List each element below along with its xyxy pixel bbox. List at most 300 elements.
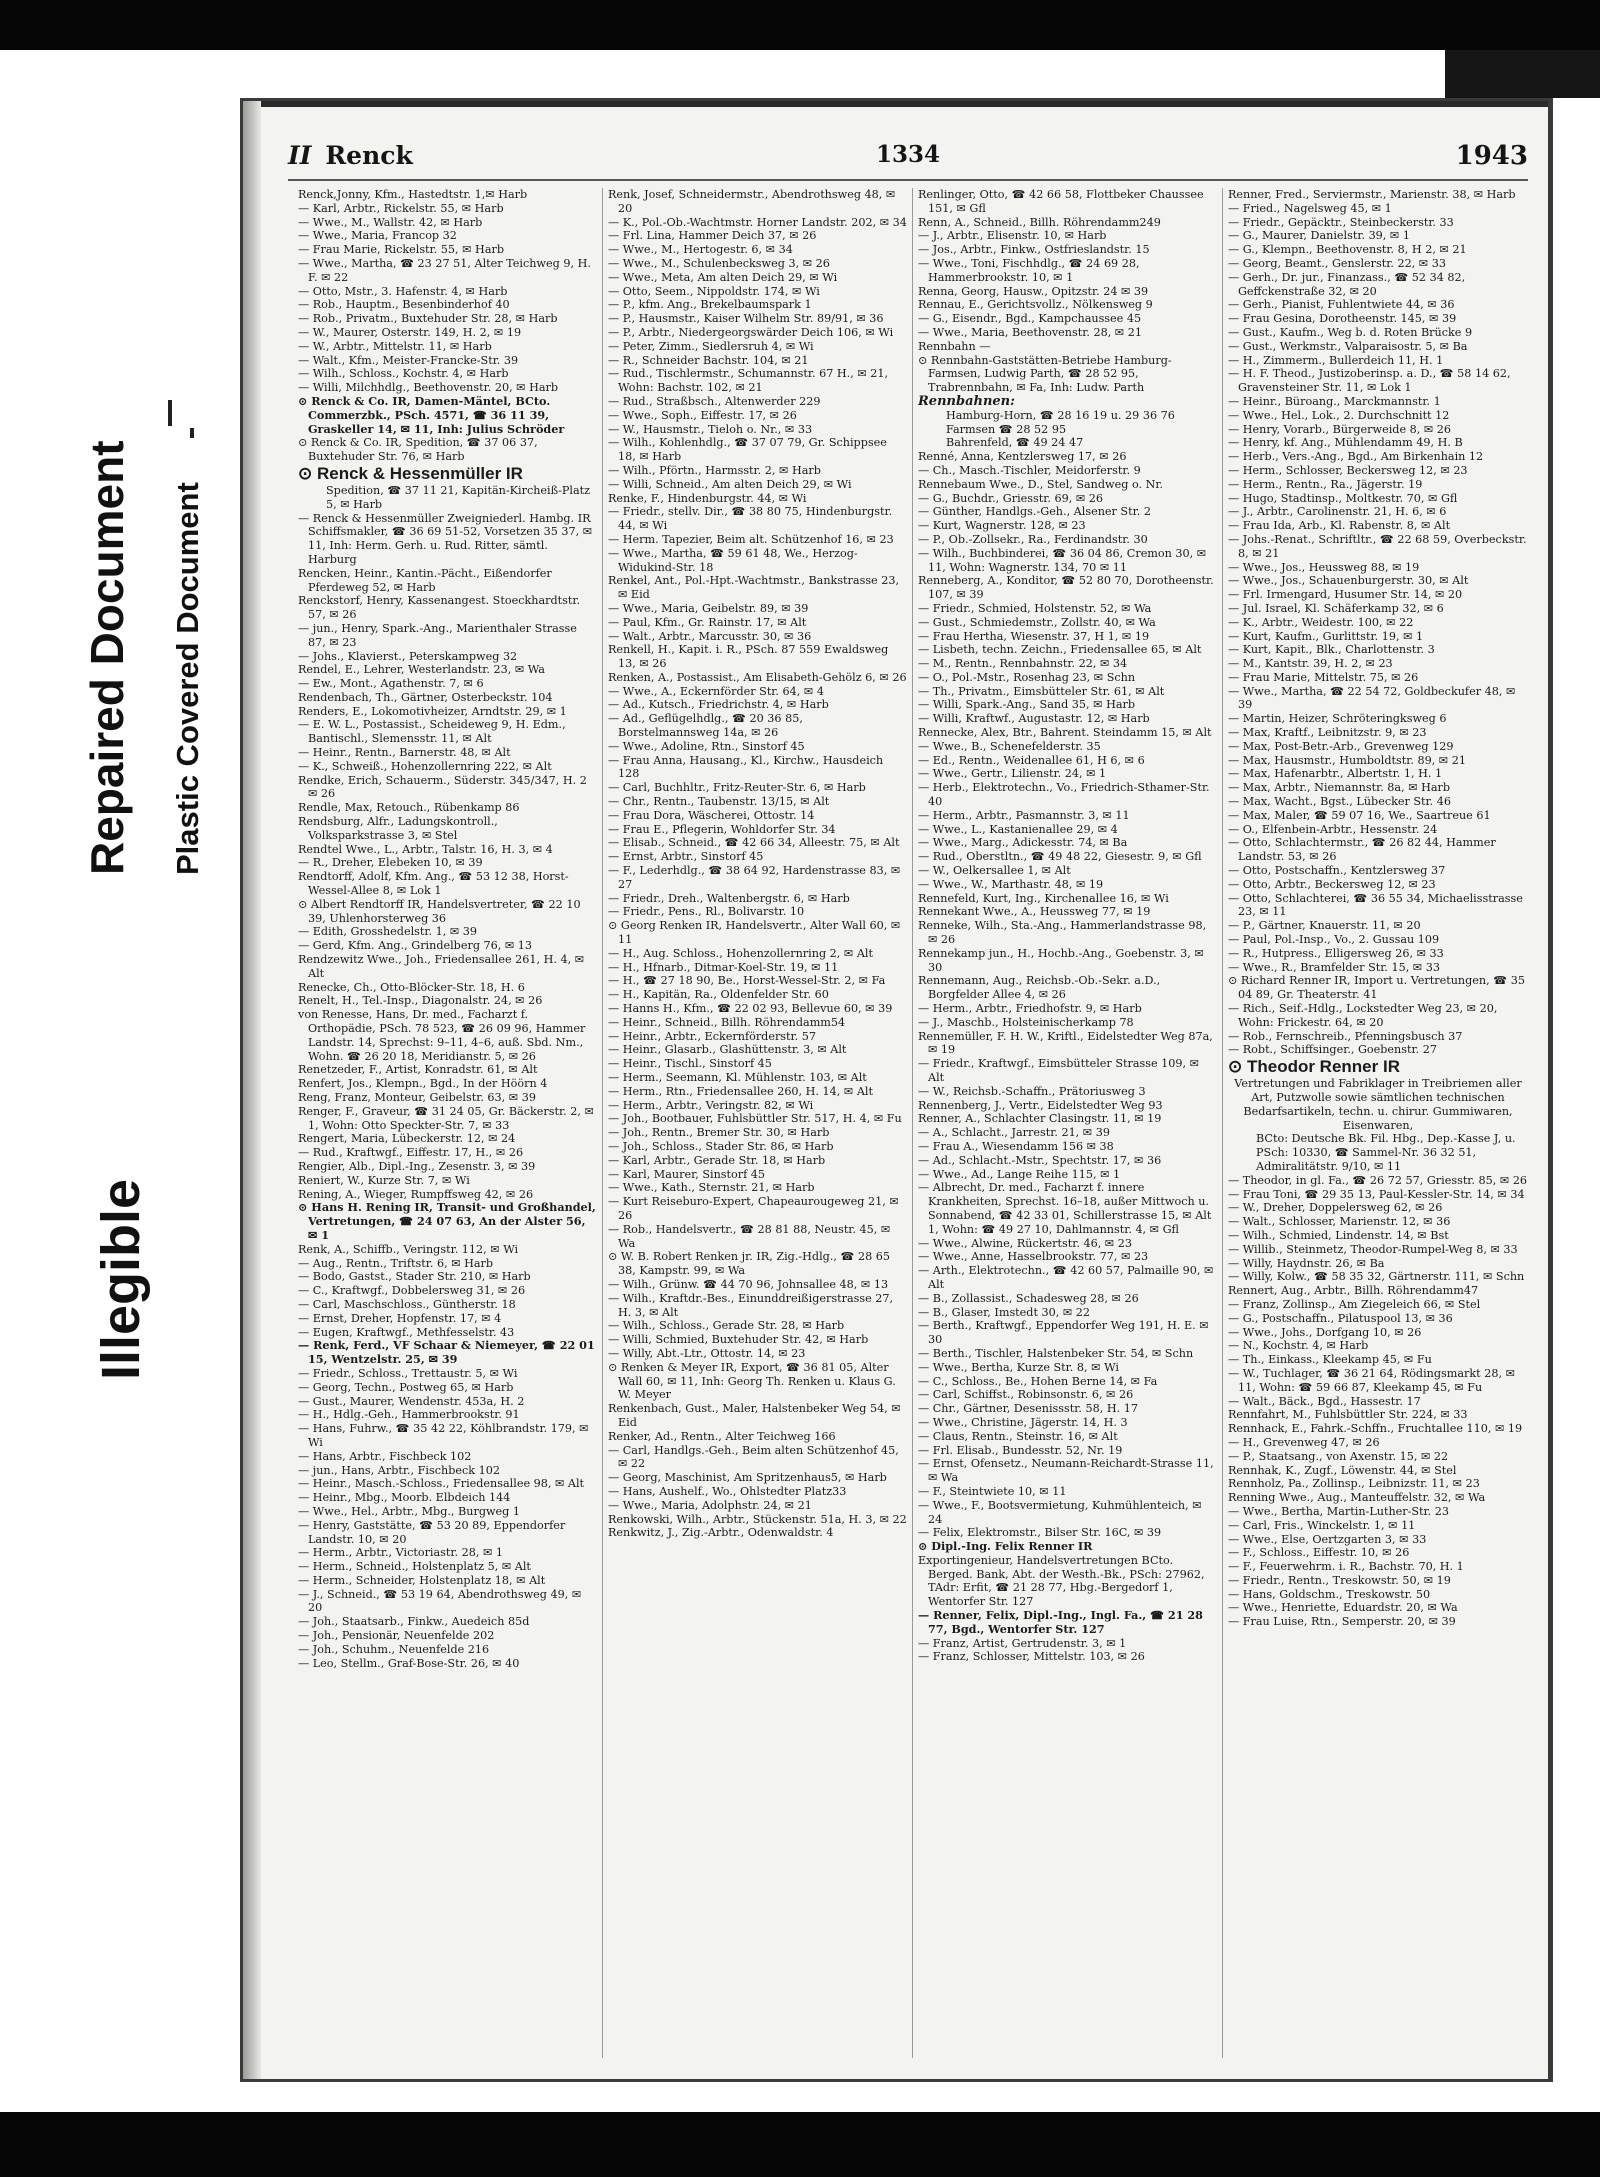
- directory-entry: — Paul, Pol.-Insp., Vo., 2. Gussau 109: [1228, 933, 1440, 947]
- directory-entry: — Heinr., Büroang., Marckmannstr. 1: [1228, 394, 1441, 408]
- directory-entry: — W., Reichsb.-Schaffn., Prätoriusweg 3: [918, 1084, 1146, 1098]
- directory-entry: Rennbahnen:: [918, 393, 1015, 409]
- scan-corner-block: [1445, 50, 1600, 98]
- directory-entry: Rennfahrt, M., Fuhlsbüttler Str. 224, ✉ 33: [1228, 1408, 1468, 1422]
- directory-entry: — P., Staatsang., von Axenstr. 15, ✉ 22: [1228, 1449, 1449, 1463]
- directory-entry: — O., Elfenbein-Arbtr., Hessenstr. 24: [1228, 822, 1438, 836]
- directory-entry: — Gust., Kaufm., Weg b. d. Roten Brücke 9: [1228, 325, 1473, 339]
- directory-entry: — Heinr., Masch.-Schloss., Friedensallee 98, ✉ Alt: [298, 1477, 585, 1491]
- directory-entry: — Wwe., Maria, Francop 32: [298, 229, 457, 243]
- directory-entry: Renders, E., Lokomotivheizer, Arndtstr. 29, ✉ 1: [298, 704, 567, 718]
- directory-entry: — Ernst, Dreher, Hopfenstr. 17, ✉ 4: [298, 1311, 502, 1325]
- label-repaired-document: Repaired Document: [81, 440, 133, 875]
- directory-entry: — Frau Dora, Wäscherei, Ottostr. 14: [608, 808, 815, 822]
- directory-entry: — Heinr., Mbg., Moorb. Elbdeich 144: [298, 1491, 511, 1505]
- directory-entry: — H., Grevenweg 47, ✉ 26: [1228, 1435, 1380, 1449]
- directory-entry: — Friedr., Rentn., Treskowstr. 50, ✉ 19: [1228, 1573, 1451, 1587]
- directory-entry: — Rob., Privatm., Buxtehuder Str. 28, ✉ Harb: [298, 312, 558, 326]
- directory-entry: — Wilh., Schloss., Gerade Str. 28, ✉ Harb: [608, 1319, 845, 1333]
- directory-entry: — Wwe., Else, Oertzgarten 3, ✉ 33: [1228, 1532, 1427, 1546]
- directory-entry: — Wwe., Adoline, Rtn., Sinstorf 45: [608, 739, 805, 753]
- directory-entry: — W., Dreher, Doppelersweg 62, ✉ 26: [1228, 1201, 1443, 1215]
- directory-entry: Reniert, W., Kurze Str. 7, ✉ Wi: [298, 1173, 470, 1187]
- directory-entry: — K., Arbtr., Weidestr. 100, ✉ 22: [1228, 615, 1414, 629]
- directory-entry: — Felix, Elektromstr., Bilser Str. 16C, ✉ 39: [918, 1526, 1162, 1540]
- directory-entry: — Wwe., Jos., Schauenburgerstr. 30, ✉ Alt: [1228, 574, 1469, 588]
- directory-entry: ⊙ Renck & Co. IR, Spedition, ☎ 37 06 37, Buxtehuder Str. 76, ✉ Harb: [298, 436, 538, 464]
- directory-entry: — Ad., Geflügelhdlg., ☎ 20 36 85, Borstelmannsweg 14a, ✉ 26: [608, 712, 803, 740]
- directory-entry: — Walt., Arbtr., Marcusstr. 30, ✉ 36: [608, 629, 812, 643]
- directory-entry: — B., Zollassist., Schadesweg 28, ✉ 26: [918, 1291, 1139, 1305]
- directory-entry: Rennekamp jun., H., Hochb.-Ang., Goebenstr. 3, ✉ 30: [918, 946, 1204, 974]
- directory-entry: — Wwe., Anne, Hasselbrookstr. 77, ✉ 23: [918, 1250, 1149, 1264]
- directory-entry: — R., Dreher, Elebeken 10, ✉ 39: [298, 856, 483, 870]
- directory-entry: — Jul. Israel, Kl. Schäferkamp 32, ✉ 6: [1228, 601, 1444, 615]
- directory-entry: — Gerd, Kfm. Ang., Grindelberg 76, ✉ 13: [298, 939, 533, 953]
- directory-entry: ⊙ W. B. Robert Renken jr. IR, Zig.-Hdlg., ☎ 28 65 38, Kampstr. 99, ✉ Wa: [608, 1250, 891, 1278]
- directory-entry: Renfert, Jos., Klempn., Bgd., In der Höörn 4: [298, 1077, 548, 1091]
- directory-entry: — Max, Post-Betr.-Arb., Grevenweg 129: [1228, 739, 1454, 753]
- directory-entry: — H., Hdlg.-Geh., Hammerbrookstr. 91: [298, 1408, 520, 1422]
- directory-entry: — Herb., Vers.-Ang., Bgd., Am Birkenhain 12: [1228, 450, 1484, 464]
- directory-entry: ⊙ Dipl.-Ing. Felix Renner IR: [918, 1539, 1093, 1554]
- directory-entry: — Herm., Schlosser, Beckersweg 12, ✉ 23: [1228, 463, 1468, 477]
- directory-entry: — Max, Maler, ☎ 59 07 16, We., Saartreue 61: [1228, 808, 1491, 822]
- directory-entry: Rendtorff, Adolf, Kfm. Ang., ☎ 53 12 38, Horst-Wessel-Allee 8, ✉ Lok 1: [298, 870, 569, 898]
- directory-entry: — Frau Hertha, Wiesenstr. 37, H 1, ✉ 19: [918, 629, 1150, 643]
- directory-entry: — Ad., Schlacht.-Mstr., Spechtstr. 17, ✉ 36: [918, 1153, 1162, 1167]
- directory-entry: — Georg, Maschinist, Am Spritzenhaus5, ✉ Harb: [608, 1471, 887, 1485]
- directory-entry: — Ed., Rentn., Weidenallee 61, H 6, ✉ 6: [918, 753, 1145, 767]
- directory-entry: — Joh., Schuhm., Neuenfelde 216: [298, 1642, 490, 1656]
- directory-entry: — Gust., Werkmstr., Valparaisostr. 5, ✉ Ba: [1228, 339, 1468, 353]
- directory-entry: — Friedr., Schmied, Holstenstr. 52, ✉ Wa: [918, 601, 1152, 615]
- directory-entry: — jun., Hans, Arbtr., Fischbeck 102: [298, 1463, 500, 1477]
- directory-entry: — Wwe., Jos., Heussweg 88, ✉ 19: [1228, 560, 1420, 574]
- directory-entry: — Franz, Artist, Gertrudenstr. 3, ✉ 1: [918, 1636, 1127, 1650]
- label-illegible: Illegible: [91, 1178, 151, 1380]
- directory-entry: Renna, Georg, Hausw., Opitzstr. 24 ✉ 39: [918, 284, 1149, 298]
- directory-entry: — Paul, Kfm., Gr. Rainstr. 17, ✉ Alt: [608, 615, 807, 629]
- directory-entry: — Willib., Steinmetz, Theodor-Rumpel-Weg 8, ✉ 33: [1228, 1242, 1518, 1256]
- directory-entry: — E. W. L., Postassist., Scheideweg 9, H. Edm., Bantischl., Slemensstr. 11, ✉ Alt: [298, 718, 566, 746]
- directory-entry: Rennekant Wwe., A., Heussweg 77, ✉ 19: [918, 905, 1151, 919]
- directory-entry: — N., Kochstr. 4, ✉ Harb: [1228, 1339, 1369, 1353]
- directory-entry: Renelt, H., Tel.-Insp., Diagonalstr. 24, ✉ 26: [298, 994, 543, 1008]
- directory-entry: — Wwe., Johs., Dorfgang 10, ✉ 26: [1228, 1325, 1422, 1339]
- directory-entry: — C., Schloss., Be., Hohen Berne 14, ✉ Fa: [918, 1374, 1158, 1388]
- directory-entry: — P., Gärtner, Knauerstr. 11, ✉ 20: [1228, 919, 1421, 933]
- directory-entry: — Max, Kraftf., Leibnitzstr. 9, ✉ 23: [1228, 726, 1427, 740]
- directory-entry: — H., Hfnarb., Ditmar-Koel-Str. 19, ✉ 11: [608, 960, 839, 974]
- directory-entry: — Wwe., Hel., Arbtr., Mbg., Burgweg 1: [298, 1504, 521, 1518]
- directory-entry: — Joh., Pensionär, Neuenfelde 202: [298, 1629, 495, 1643]
- directory-entry: — Wwe., B., Schenefelderstr. 35: [918, 739, 1101, 753]
- directory-entry: — Edith, Grosshedelstr. 1, ✉ 39: [298, 925, 478, 939]
- directory-entry: — Hugo, Stadtinsp., Moltkestr. 70, ✉ Gfl: [1228, 491, 1458, 505]
- directory-entry: — K., Schweiß., Hohenzollernring 222, ✉ Alt: [298, 759, 552, 773]
- directory-entry: — Georg, Beamt., Genslerstr. 22, ✉ 33: [1228, 256, 1446, 270]
- directory-entry: — Rob., Handelsvertr., ☎ 28 81 88, Neustr. 45, ✉ Wa: [608, 1222, 891, 1250]
- directory-entry: — Herm., Schneid., Holstenplatz 5, ✉ Alt: [298, 1560, 531, 1574]
- directory-entry: — Frau Luise, Rtn., Semperstr. 20, ✉ 39: [1228, 1615, 1456, 1629]
- directory-entry: — J., Schneid., ☎ 53 19 64, Abendrothsweg 49, ✉ 20: [298, 1587, 582, 1615]
- directory-entry: — Kurt Reiseburo-Expert, Chapeaurougeweg 21, ✉ 26: [608, 1195, 899, 1222]
- directory-entry: — Wwe., Martha, ☎ 23 27 51, Alter Teichweg 9, H. F. ✉ 22: [298, 256, 591, 284]
- directory-entry: ⊙ Albert Rendtorff IR, Handelsvertreter, ☎ 22 10 39, Uhlenhorsterweg 36: [298, 897, 581, 925]
- directory-entry: — Heinr., Glasarb., Glashüttenstr. 3, ✉ Alt: [608, 1043, 847, 1057]
- directory-entry: — Otto, Arbtr., Beckersweg 12, ✉ 23: [1228, 877, 1436, 891]
- directory-entry: Rennhack, E., Fahrk.-Schffn., Fruchtallee 110, ✉ 19: [1228, 1422, 1523, 1436]
- directory-entry: — W., Hausmstr., Tieloh o. Nr., ✉ 33: [608, 422, 813, 436]
- directory-entry: Renlinger, Otto, ☎ 42 66 58, Flottbeker Chaussee 151, ✉ Gfl: [918, 188, 1204, 215]
- directory-entry: — G., Maurer, Danielstr. 39, ✉ 1: [1228, 229, 1410, 243]
- directory-entry: — Wwe., Maria, Beethovenstr. 28, ✉ 21: [918, 325, 1142, 339]
- directory-entry: — Frau Marie, Mittelstr. 75, ✉ 26: [1228, 670, 1419, 684]
- header-year: 1943: [1455, 141, 1528, 171]
- directory-entry: ⊙ Renken & Meyer IR, Export, ☎ 36 81 05, Alter Wall 60, ✉ 11, Inh: Georg Th. Renken u. Klaus G. W. Meyer: [608, 1360, 896, 1402]
- directory-entry: — Wwe., Soph., Eiffestr. 17, ✉ 26: [608, 408, 797, 422]
- directory-entry: — Hanns H., Kfm., ☎ 22 02 93, Bellevue 60, ✉ 39: [608, 1002, 893, 1016]
- directory-entry: ⊙ Renck & Co. IR, Damen-Mäntel, BCto. Commerzbk., PSch. 4571, ☎ 36 11 39, Graskeller 14, ✉ 11, Inh: Julius Schröder: [298, 393, 565, 436]
- directory-entry: Rendzewitz Wwe., Joh., Friedensallee 261, H. 4, ✉ Alt: [298, 953, 585, 980]
- directory-entry: — Carl, Fris., Winckelstr. 1, ✉ 11: [1228, 1518, 1416, 1532]
- directory-entry: — Herm., Arbtr., Victoriastr. 28, ✉ 1: [298, 1546, 504, 1560]
- directory-entry: — Ch., Masch.-Tischler, Meidorferstr. 9: [918, 463, 1141, 477]
- directory-entry: — G., Eisendr., Bgd., Kampchaussee 45: [918, 312, 1142, 326]
- directory-entry: Renck,Jonny, Kfm., Hastedtstr. 1,✉ Harb: [298, 188, 528, 201]
- directory-entry: — P., Hausmstr., Kaiser Wilhelm Str. 89/91, ✉ 36: [608, 312, 884, 326]
- directory-entry: Renken, A., Postassist., Am Elisabeth-Gehölz 6, ✉ 26: [608, 670, 907, 684]
- directory-entry: von Renesse, Hans, Dr. med., Facharzt f. Orthopädie, PSch. 78 523, ☎ 26 09 96, Hammer Landstr. 14, Sprechst: 9–11, 4–6, auß. Sbd. Nm., Wohn. ☎ 26 20 18, Meridianstr. 5, ✉ 26: [298, 1008, 586, 1063]
- directory-entry: — Bodo, Gastst., Stader Str. 210, ✉ Harb: [298, 1270, 531, 1284]
- directory-entry: — H., Kapitän, Ra., Oldenfelder Str. 60: [608, 988, 829, 1002]
- directory-entry: Rennholz, Pa., Zollinsp., Leibnizstr. 11, ✉ 23: [1228, 1477, 1480, 1491]
- directory-entry: — Henry, Gaststätte, ☎ 53 20 89, Eppendorfer Landstr. 10, ✉ 20: [298, 1518, 566, 1546]
- directory-entry: — H., ☎ 27 18 90, Be., Horst-Wessel-Str. 2, ✉ Fa: [608, 974, 886, 988]
- directory-entry: — Willi, Kraftwf., Augustastr. 12, ✉ Harb: [918, 712, 1150, 726]
- directory-entry: — Wwe., Gertr., Lilienstr. 24, ✉ 1: [918, 767, 1107, 781]
- directory-entry: — Franz, Zollinsp., Am Ziegeleich 66, ✉ Stel: [1228, 1297, 1481, 1311]
- directory-entry: — Wwe., F., Bootsvermietung, Kuhmühlenteich, ✉ 24: [918, 1498, 1202, 1526]
- directory-entry: — Robt., Schiffsinger., Goebenstr. 27: [1228, 1043, 1437, 1057]
- directory-entry: Renetzeder, F., Artist, Konradstr. 61, ✉ Alt: [298, 1063, 538, 1077]
- directory-entry: — K., Pol.-Ob.-Wachtmstr. Horner Landstr. 202, ✉ 34: [608, 215, 907, 229]
- directory-entry: — Wwe., Martha, ☎ 59 61 48, We., Herzog-Widukind-Str. 18: [608, 546, 858, 574]
- directory-entry: — Friedr., Dreh., Waltenbergstr. 6, ✉ Harb: [608, 891, 850, 905]
- directory-entry: — Wwe., A., Eckernförder Str. 64, ✉ 4: [608, 684, 824, 698]
- directory-entry: — G., Buchdr., Griesstr. 69, ✉ 26: [918, 491, 1104, 505]
- directory-columns: [293, 188, 1533, 2058]
- directory-entry: — Wwe., Bertha, Kurze Str. 8, ✉ Wi: [918, 1360, 1119, 1374]
- directory-entry: — Peter, Zimm., Siedlersruh 4, ✉ Wi: [608, 339, 814, 353]
- page-header: [288, 141, 1528, 175]
- directory-entry: Rennbahn —: [918, 339, 991, 353]
- directory-entry: — Wwe., R., Bramfelder Str. 15, ✉ 33: [1228, 960, 1440, 974]
- directory-entry: Hamburg-Horn, ☎ 28 16 19 u. 29 36 76: [946, 408, 1175, 422]
- directory-entry: — Herm., Schneider, Holstenplatz 18, ✉ Alt: [298, 1573, 546, 1587]
- directory-entry: — Wwe., Meta, Am alten Deich 29, ✉ Wi: [608, 270, 838, 284]
- directory-entry: — Friedr., Schloss., Trettaustr. 5, ✉ Wi: [298, 1366, 518, 1380]
- directory-entry: BCto: Deutsche Bk. Fil. Hbg., Dep.-Kasse J, u. PSch: 10330, ☎ Sammel-Nr. 36 32 51, Admiralitätstr. 9/10, ✉ 11: [1256, 1132, 1516, 1173]
- directory-entry: — Frau Anna, Hausang., Kl., Kirchw., Hausdeich 128: [608, 753, 884, 781]
- directory-entry: — H., Zimmerm., Bullerdeich 11, H. 1: [1228, 353, 1444, 367]
- directory-entry: — Rud., Kraftwgf., Eiffestr. 17, H., ✉ 26: [298, 1146, 524, 1160]
- directory-entry: — Wwe., Martha, ☎ 22 54 72, Goldbeckufer 48, ✉ 39: [1228, 684, 1516, 712]
- directory-entry: — Otto, Seem., Nippoldstr. 174, ✉ Wi: [608, 284, 820, 298]
- directory-entry: — Joh., Bootbauer, Fuhlsbüttler Str. 517, H. 4, ✉ Fu: [608, 1112, 902, 1126]
- directory-entry: — Wilh., Buchbinderei, ☎ 36 04 86, Cremon 30, ✉ 11, Wohn: Wagnerstr. 134, 70 ✉ 11: [918, 546, 1207, 574]
- directory-entry: — Frau E., Pflegerin, Wohldorfer Str. 34: [608, 822, 836, 836]
- directory-entry: — Frl. Irmengard, Husumer Str. 14, ✉ 20: [1228, 588, 1463, 602]
- directory-column-1: [293, 188, 603, 2058]
- directory-entry: — Wwe., Marg., Adickesstr. 74, ✉ Ba: [918, 836, 1128, 850]
- directory-entry: — H., Aug. Schloss., Hohenzollernring 2, ✉ Alt: [608, 946, 873, 960]
- directory-entry: — Frau Ida, Arb., Kl. Rabenstr. 8, ✉ Alt: [1228, 519, 1451, 533]
- directory-entry: — Kurt, Kapit., Blk., Charlottenstr. 3: [1228, 643, 1435, 657]
- directory-entry: — Wwe., Kath., Sternstr. 21, ✉ Harb: [608, 1181, 815, 1195]
- directory-entry: — Hans, Arbtr., Fischbeck 102: [298, 1449, 472, 1463]
- directory-entry: — Rud., Straßbsch., Altenwerder 229: [608, 394, 821, 408]
- directory-entry: — J., Maschb., Holsteinischerkamp 78: [918, 1015, 1134, 1029]
- directory-entry: ⊙ Georg Renken IR, Handelsvertr., Alter Wall 60, ✉ 11: [608, 919, 901, 947]
- directory-entry: — Max, Wacht., Bgst., Lübecker Str. 46: [1228, 795, 1452, 809]
- directory-entry: — Ad., Kutsch., Friedrichstr. 4, ✉ Harb: [608, 698, 829, 712]
- directory-entry: ⊙ Rennbahn-Gaststätten-Betriebe Hamburg-Farmsen, Ludwig Parth, ☎ 28 52 95, Trabrennbahn, ✉ Fa, Inh: Ludw. Parth: [918, 353, 1172, 395]
- directory-entry: — Gerh., Pianist, Fuhlentwiete 44, ✉ 36: [1228, 298, 1455, 312]
- directory-entry: — Willy, Haydnstr. 26, ✉ Ba: [1228, 1256, 1385, 1270]
- directory-entry: — M., Rentn., Rennbahnstr. 22, ✉ 34: [918, 657, 1128, 671]
- directory-entry: — Wwe., Toni, Fischhdlg., ☎ 24 69 28, Hammerbrookstr. 10, ✉ 1: [918, 256, 1140, 284]
- directory-entry: Rennhak, K., Zugf., Löwenstr. 44, ✉ Stel: [1228, 1463, 1457, 1477]
- directory-entry: — J., Arbtr., Carolinenstr. 21, H. 6, ✉ 6: [1228, 505, 1447, 519]
- directory-entry: Rendel, E., Lehrer, Westerlandstr. 23, ✉ Wa: [298, 663, 545, 677]
- directory-entry: — Otto, Schlachtermstr., ☎ 26 82 44, Hammer Landstr. 53, ✉ 26: [1228, 836, 1496, 864]
- directory-entry: — Johs., Klavierst., Peterskampweg 32: [298, 649, 518, 663]
- directory-entry: — Wilh., Grünw. ☎ 44 70 96, Johnsallee 48, ✉ 13: [608, 1277, 889, 1291]
- directory-entry: — Max, Hausmstr., Humboldtstr. 89, ✉ 21: [1228, 753, 1466, 767]
- directory-column-4: [1223, 188, 1533, 2058]
- directory-entry: — Wilh., Schmied, Lindenstr. 14, ✉ Bst: [1228, 1228, 1449, 1242]
- directory-entry: — Fried., Nagelsweg 45, ✉ 1: [1228, 201, 1392, 215]
- directory-entry: — Rud., Tischlermstr., Schumannstr. 67 H., ✉ 21, Wohn: Bachstr. 102, ✉ 21: [608, 367, 889, 395]
- directory-entry: — jun., Henry, Spark.-Ang., Marienthaler Strasse 87, ✉ 23: [298, 621, 577, 649]
- directory-entry: — Otto, Schlachterei, ☎ 36 55 34, Michaelisstrasse 23, ✉ 11: [1228, 891, 1523, 919]
- directory-entry: — Hans, Fuhrw., ☎ 35 42 22, Köhlbrandstr. 179, ✉ Wi: [298, 1422, 589, 1449]
- directory-entry: — Th., Einkass., Kleekamp 45, ✉ Fu: [1228, 1353, 1432, 1367]
- directory-entry: — Renck & Hessenmüller Zweigniederl. Hambg. IR Schiffsmakler, ☎ 36 69 51-52, Vorsetzen 35 37, ✉ 11, Inh: Herm. Gerh. u. Rud. Ritter, sämtl. Harburg: [298, 511, 593, 566]
- directory-entry: — Wwe., M., Schulenbecksweg 3, ✉ 26: [608, 256, 830, 270]
- directory-entry: — Frau Toni, ☎ 29 35 13, Paul-Kessler-Str. 14, ✉ 34: [1228, 1187, 1525, 1201]
- directory-entry: — Joh., Rentn., Bremer Str. 30, ✉ Harb: [608, 1126, 830, 1140]
- directory-entry: Renné, Anna, Kentzlersweg 17, ✉ 26: [918, 450, 1127, 464]
- directory-entry: — Chr., Rentn., Taubenstr. 13/15, ✉ Alt: [608, 795, 830, 809]
- directory-entry: — Walt., Kfm., Meister-Francke-Str. 39: [298, 353, 519, 367]
- directory-entry: Renke, F., Hindenburgstr. 44, ✉ Wi: [608, 491, 807, 505]
- directory-entry: — Joh., Schloss., Stader Str. 86, ✉ Harb: [608, 1139, 834, 1153]
- directory-entry: Renneberg, A., Konditor, ☎ 52 80 70, Dorotheenstr. 107, ✉ 39: [918, 574, 1214, 602]
- directory-entry: Rendsburg, Alfr., Ladungskontroll., Volksparkstrasse 3, ✉ Stel: [298, 815, 498, 842]
- directory-entry: — Friedr., Gepäcktr., Steinbeckerstr. 33: [1228, 215, 1454, 229]
- header-section: [288, 141, 413, 170]
- directory-entry: — W., Oelkersallee 1, ✉ Alt: [918, 864, 1071, 878]
- directory-entry: — Herm., Arbtr., Veringstr. 82, ✉ Wi: [608, 1098, 814, 1112]
- directory-entry: Renker, Ad., Rentn., Alter Teichweg 166: [608, 1429, 836, 1443]
- directory-entry: — Willi, Milchhdlg., Beethovenstr. 20, ✉ Harb: [298, 381, 559, 395]
- page-binding-edge: [243, 101, 261, 2079]
- directory-entry: Rendke, Erich, Schauerm., Süderstr. 345/347, H. 2 ✉ 26: [298, 773, 587, 801]
- condition-labels: [70, 380, 240, 1440]
- directory-entry: — Henry, kf. Ang., Mühlendamm 49, H. B: [1228, 436, 1463, 450]
- directory-entry: Rennemüller, F. H. W., Kriftl., Eidelstedter Weg 87a, ✉ 19: [918, 1029, 1213, 1057]
- directory-column-3: [913, 188, 1223, 2058]
- directory-entry: — Gust., Maurer, Wendenstr. 453a, H. 2: [298, 1394, 525, 1408]
- directory-entry: — Herm. Tapezier, Beim alt. Schützenhof 16, ✉ 23: [608, 532, 894, 546]
- directory-entry: — Willi, Spark.-Ang., Sand 35, ✉ Harb: [918, 698, 1136, 712]
- directory-entry: — Wilh., Pförtn., Harmsstr. 2, ✉ Harb: [608, 463, 821, 477]
- directory-entry: — Rud., Oberstltn., ☎ 49 48 22, Giesestr. 9, ✉ Gfl: [918, 850, 1202, 864]
- directory-entry: — Frl. Lina, Hammer Deich 37, ✉ 26: [608, 229, 817, 243]
- directory-entry: Rennebaum Wwe., D., Stel, Sandweg o. Nr.: [918, 477, 1164, 491]
- directory-entry: — Heinr., Schneid., Billh. Röhrendamm54: [608, 1015, 846, 1029]
- directory-entry: — Kurt, Wagnerstr. 128, ✉ 23: [918, 519, 1086, 533]
- header-rule: [288, 179, 1528, 181]
- directory-entry: Exportingenieur, Handelsvertretungen BCto. Berged. Bank, Abt. der Westh.-Bk., PSch: 27962, TAdr: Erfit, ☎ 21 28 77, Hbg.-Bergedorf 1, Wentorfer Str. 127: [918, 1553, 1205, 1609]
- directory-entry: — Carl, Buchhltr., Fritz-Reuter-Str. 6, ✉ Harb: [608, 781, 866, 795]
- directory-entry: — Heinr., Rentn., Barnerstr. 48, ✉ Alt: [298, 746, 511, 760]
- label-plastic-covered-document: Plastic Covered Document: [170, 482, 205, 875]
- directory-entry: — Karl, Arbtr., Rickelstr. 55, ✉ Harb: [298, 201, 504, 215]
- directory-entry: — Willy, Abt.-Ltr., Ottostr. 14, ✉ 23: [608, 1346, 806, 1360]
- directory-entry: Rennecke, Alex, Btr., Bahrent. Steindamm 15, ✉ Alt: [918, 726, 1212, 740]
- directory-entry: — Frau Marie, Rickelstr. 55, ✉ Harb: [298, 243, 504, 257]
- directory-entry: Rengier, Alb., Dipl.-Ing., Zesenstr. 3, ✉ 39: [298, 1159, 536, 1173]
- directory-entry: — Wwe., Hel., Lok., 2. Durchschnitt 12: [1228, 408, 1450, 422]
- directory-entry: Renn, A., Schneid., Billh. Röhrendamm249: [918, 215, 1161, 229]
- directory-entry: — Wwe., M., Wallstr. 42, ✉ Harb: [298, 215, 483, 229]
- directory-entry: — Willy, Kolw., ☎ 58 35 32, Gärtnerstr. 111, ✉ Schn: [1228, 1270, 1525, 1284]
- directory-entry: — Rich., Seif.-Hdlg., Lockstedter Weg 23, ✉ 20, Wohn: Frickestr. 64, ✉ 20: [1228, 1002, 1498, 1029]
- directory-entry: — Wwe., Henriette, Eduardstr. 20, ✉ Wa: [1228, 1601, 1458, 1615]
- directory-entry: — Friedr., Kraftwgf., Eimsbütteler Strasse 109, ✉ Alt: [918, 1057, 1200, 1084]
- directory-entry: Renger, F., Graveur, ☎ 31 24 05, Gr. Bäckerstr. 2, ✉ 1, Wohn: Otto Speckter-Str. 7, ✉ 33: [298, 1104, 594, 1132]
- directory-entry: — W., Maurer, Osterstr. 149, H. 2, ✉ 19: [298, 325, 522, 339]
- directory-entry: — Wwe., L., Kastanienallee 29, ✉ 4: [918, 822, 1118, 836]
- directory-entry: Farmsen ☎ 28 52 95: [946, 422, 1067, 436]
- directory-entry: — Heinr., Tischl., Sinstorf 45: [608, 1057, 772, 1071]
- directory-entry: Rengert, Maria, Lübeckerstr. 12, ✉ 24: [298, 1132, 516, 1146]
- directory-entry: Rening, A., Wieger, Rumpffsweg 42, ✉ 26: [298, 1187, 534, 1201]
- directory-entry: — Claus, Rentn., Steinstr. 16, ✉ Alt: [918, 1429, 1118, 1443]
- directory-entry: Renecke, Ch., Otto-Blöcker-Str. 18, H. 6: [298, 980, 525, 994]
- directory-entry: — C., Kraftwgf., Dobbelersweg 31, ✉ 26: [298, 1284, 526, 1298]
- directory-entry: — Berth., Kraftwgf., Eppendorfer Weg 191, H. E. ✉ 30: [918, 1319, 1209, 1347]
- directory-entry: — Ernst, Arbtr., Sinstorf 45: [608, 850, 764, 864]
- page-top-rule: [261, 101, 1548, 107]
- directory-entry: — Gerh., Dr. jur., Finanzass., ☎ 52 34 82, Geffckenstraße 32, ✉ 20: [1228, 270, 1466, 298]
- directory-entry: — Carl, Schiffst., Robinsonstr. 6, ✉ 26: [918, 1388, 1134, 1402]
- directory-entry: Bahrenfeld, ☎ 49 24 47: [946, 436, 1084, 450]
- directory-entry: — Frau A., Wiesendamm 156 ✉ 38: [918, 1139, 1114, 1153]
- header-name: Renck: [325, 141, 413, 170]
- directory-entry: — F., Feuerwehrm. i. R., Bachstr. 70, H. 1: [1228, 1560, 1464, 1574]
- directory-entry: — Wwe., W., Marthastr. 48, ✉ 19: [918, 877, 1104, 891]
- directory-entry: — F., Schloss., Eiffestr. 10, ✉ 26: [1228, 1546, 1410, 1560]
- directory-entry: — Herb., Elektrotechn., Vo., Friedrich-Sthamer-Str. 40: [918, 781, 1210, 809]
- directory-entry: — Wwe., Bertha, Martin-Luther-Str. 23: [1228, 1504, 1450, 1518]
- directory-entry: Spedition, ☎ 37 11 21, Kapitän-Kircheiß-Platz 5, ✉ Harb: [326, 483, 591, 511]
- directory-entry: — Frau Gesina, Dorotheenstr. 145, ✉ 39: [1228, 312, 1457, 326]
- directory-entry: — Wwe., Maria, Geibelstr. 89, ✉ 39: [608, 601, 809, 615]
- directory-entry: — Wwe., Maria, Adolphstr. 24, ✉ 21: [608, 1498, 812, 1512]
- directory-entry: — Jos., Arbtr., Finkw., Ostfrieslandstr. 15: [918, 243, 1150, 257]
- directory-entry: Reng, Franz, Monteur, Geibelstr. 63, ✉ 39: [298, 1091, 536, 1104]
- directory-entry: — W., Arbtr., Mittelstr. 11, ✉ Harb: [298, 339, 492, 353]
- directory-entry: — Herm., Rtn., Friedensallee 260, H. 14, ✉ Alt: [608, 1084, 873, 1098]
- directory-entry: — R., Hutpress., Elligersweg 26, ✉ 33: [1228, 946, 1444, 960]
- directory-entry: — Karl, Maurer, Sinstorf 45: [608, 1167, 766, 1181]
- directory-entry: Rendle, Max, Retouch., Rübenkamp 86: [298, 801, 520, 815]
- directory-entry: — Willi, Schmied, Buxtehuder Str. 42, ✉ Harb: [608, 1333, 869, 1347]
- directory-entry: — Wilh., Schloss., Kochstr. 4, ✉ Harb: [298, 367, 509, 381]
- directory-entry: — Lisbeth, techn. Zeichn., Friedensallee 65, ✉ Alt: [918, 643, 1202, 657]
- directory-entry: — Günther, Handlgs.-Geh., Alsener Str. 2: [918, 505, 1151, 519]
- directory-entry: — Heinr., Arbtr., Eckernförderstr. 57: [608, 1029, 817, 1043]
- directory-entry: — B., Glaser, Imstedt 30, ✉ 22: [918, 1305, 1091, 1319]
- directory-entry: — Theodor, in gl. Fa., ☎ 26 72 57, Griesstr. 85, ✉ 26: [1228, 1173, 1528, 1187]
- directory-entry: — Renner, Felix, Dipl.-Ing., Ingl. Fa., ☎ 21 28 77, Bgd., Wentorfer Str. 127: [918, 1608, 1203, 1636]
- directory-entry: — Wwe., Christine, Jägerstr. 14, H. 3: [918, 1415, 1128, 1429]
- directory-entry: — Joh., Staatsarb., Finkw., Auedeich 85d: [298, 1615, 530, 1629]
- directory-page: [240, 98, 1553, 2082]
- directory-entry: Renkel, Ant., Pol.-Hpt.-Wachtmstr., Bankstrasse 23, ✉ Eid: [608, 574, 900, 602]
- directory-entry: — M., Kantstr. 39, H. 2, ✉ 23: [1228, 657, 1393, 671]
- directory-entry: — Berth., Tischler, Halstenbeker Str. 54, ✉ Schn: [918, 1346, 1194, 1360]
- directory-entry: — Hans, Goldschm., Treskowstr. 50: [1228, 1587, 1431, 1601]
- directory-entry: — Rob., Fernschreib., Pfenningsbusch 37: [1228, 1029, 1463, 1043]
- directory-entry: — Wwe., Ad., Lange Reihe 115, ✉ 1: [918, 1167, 1121, 1181]
- directory-entry: Renneke, Wilh., Sta.-Ang., Hammerlandstrasse 98, ✉ 26: [918, 919, 1207, 947]
- directory-entry: Rennau, E., Gerichtsvollz., Nölkensweg 9: [918, 298, 1153, 312]
- directory-entry: Rennemann, Aug., Reichsb.-Ob.-Sekr. a.D., Borgfelder Allee 4, ✉ 26: [918, 974, 1161, 1002]
- directory-entry: Renkwitz, J., Zig.-Arbtr., Odenwaldstr. 4: [608, 1526, 834, 1540]
- directory-entry: ⊙ Renck & Hessenmüller IR: [298, 463, 523, 483]
- directory-entry: — Chr., Gärtner, Desenissstr. 58, H. 17: [918, 1402, 1138, 1416]
- directory-entry: — Friedr., Pens., Rl., Bolivarstr. 10: [608, 905, 805, 919]
- directory-entry: — Carl, Maschschloss., Güntherstr. 18: [298, 1297, 516, 1311]
- directory-entry: — F., Lederhdlg., ☎ 38 64 92, Hardenstrasse 83, ✉ 27: [608, 864, 901, 891]
- directory-entry: — Wwe., Alwine, Rückertstr. 46, ✉ 23: [918, 1236, 1132, 1250]
- directory-entry: — Carl, Handlgs.-Geh., Beim alten Schützenhof 45, ✉ 22: [608, 1443, 899, 1471]
- directory-entry: — H. F. Theod., Justizoberinsp. a. D., ☎ 58 14 62, Gravensteiner Str. 11, ✉ Lok 1: [1228, 367, 1511, 395]
- scan-top-border: [0, 0, 1600, 50]
- directory-entry: ⊙ Richard Renner IR, Import u. Vertretungen, ☎ 35 04 89, Gr. Theaterstr. 41: [1228, 974, 1525, 1002]
- directory-entry: — Friedr., stellv. Dir., ☎ 38 80 75, Hindenburgstr. 44, ✉ Wi: [608, 505, 893, 533]
- directory-entry: — Frl. Elisab., Bundesstr. 52, Nr. 19: [918, 1443, 1123, 1457]
- label-tick: [168, 400, 172, 426]
- directory-entry: — P., Ob.-Zollsekr., Ra., Ferdinandstr. 30: [918, 532, 1148, 546]
- directory-entry: Renner, Fred., Serviermstr., Marienstr. 38, ✉ Harb: [1228, 188, 1516, 201]
- directory-entry: — Rob., Hauptm., Besenbinderhof 40: [298, 298, 510, 312]
- directory-entry: Renkenbach, Gust., Maler, Halstenbeker Weg 54, ✉ Eid: [608, 1402, 901, 1429]
- directory-entry: ⊙ Theodor Renner IR: [1228, 1057, 1400, 1077]
- directory-entry: — G., Postschaffn., Pilatuspool 13, ✉ 36: [1228, 1311, 1453, 1325]
- directory-entry: Renning Wwe., Aug., Manteuffelstr. 32, ✉ Wa: [1228, 1491, 1486, 1505]
- directory-entry: — J., Arbtr., Elisenstr. 10, ✉ Harb: [918, 229, 1107, 243]
- directory-entry: — Eugen, Kraftwgf., Methfesselstr. 43: [298, 1325, 515, 1339]
- directory-entry: — Max, Hafenarbtr., Albertstr. 1, H. 1: [1228, 767, 1443, 781]
- directory-entry: — Hans, Aushelf., Wo., Ohlstedter Platz33: [608, 1484, 847, 1498]
